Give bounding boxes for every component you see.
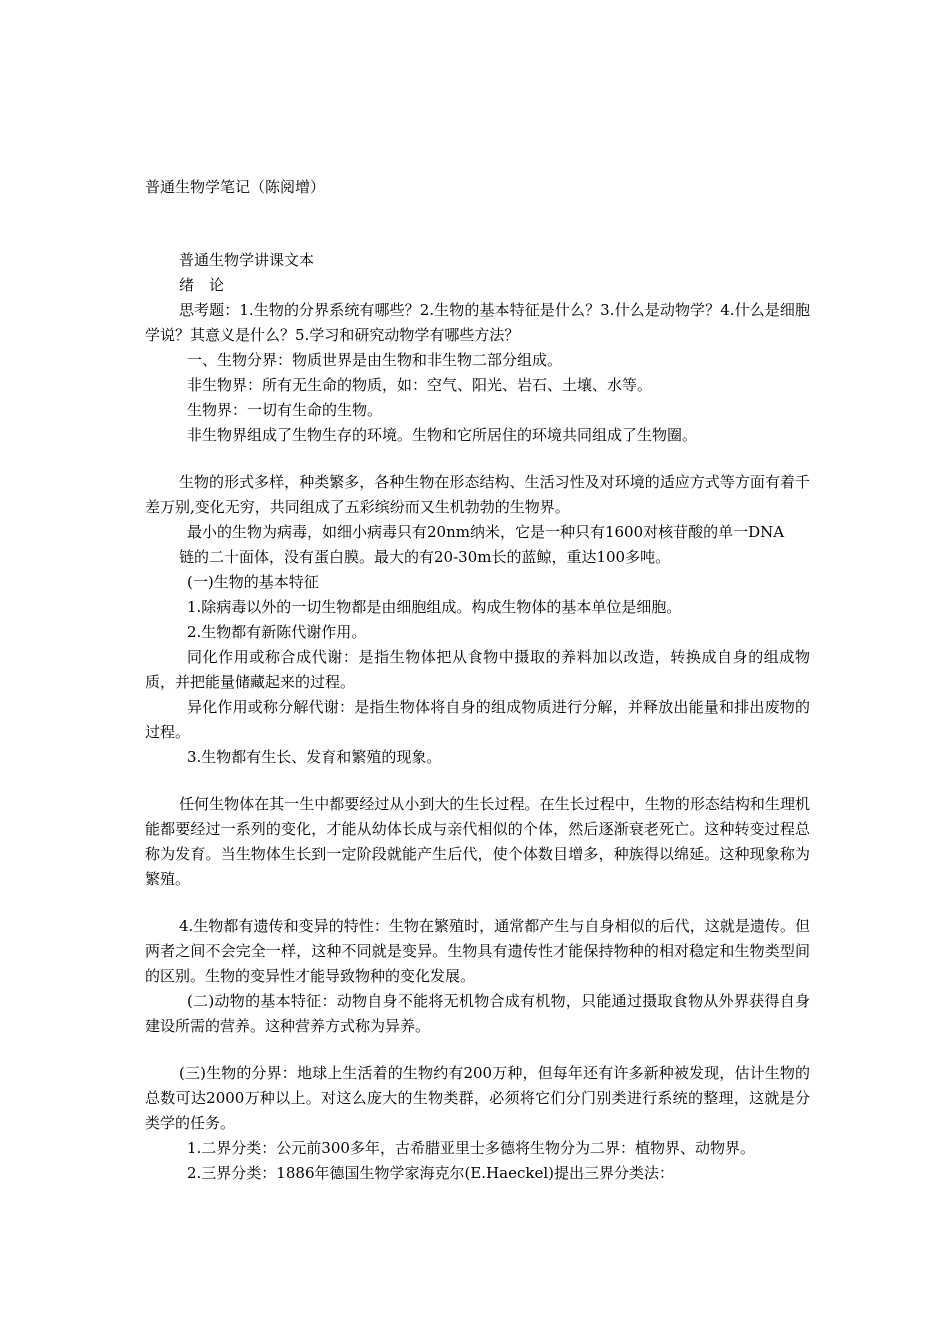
paragraph-classification: 一、生物分界：物质世界是由生物和非生物二部分组成。	[187, 351, 563, 369]
paragraph-kingdoms: (三)生物的分界：地球上生活着的生物约有200万种，但每年还有许多新种被发现，估计生物的总数可达2000万种以上。对这么庞大的生物类群，必须将它们分门别类进行系统的整理，这就是分类学的任务。	[145, 1064, 810, 1132]
paragraph-feature-metabolism: 2.生物都有新陈代谢作用。	[187, 623, 367, 641]
paragraph-heading-features: (一)生物的基本特征	[187, 573, 319, 591]
paragraph-gap	[145, 448, 810, 470]
paragraph-development: 任何生物体在其一生中都要经过从小到大的生长过程。在生长过程中，生物的形态结构和生理机能都要经过一系列的变化，才能从幼体长成与亲代相似的个体，然后逐渐衰老死亡。这种转变过程总称为发育。当生物体生长到一定阶段就能产生后代，使个体数目增多，种族得以绵延。这种现象称为繁殖。	[145, 795, 810, 888]
paragraph-whale: 链的二十面体，没有蛋白膜。最大的有20-30m长的蓝鲸，重达100多吨。	[179, 548, 671, 566]
paragraph-feature-cells: 1.除病毒以外的一切生物都是由细胞组成。构成生物体的基本单位是细胞。	[187, 598, 682, 616]
paragraph-two-kingdoms: 1.二界分类：公元前300多年，古希腊亚里士多德将生物分为二界：植物界、动物界。	[187, 1139, 755, 1157]
paragraph-feature-growth: 3.生物都有生长、发育和繁殖的现象。	[187, 748, 442, 766]
paragraph-biosphere: 非生物界组成了生物生存的环境。生物和它所居住的环境共同组成了生物圈。	[187, 426, 698, 444]
paragraph-animal-features: (二)动物的基本特征：动物自身不能将无机物合成有机物，只能通过摄取食物从外界获得自身建设所需的营养。这种营养方式称为异养。	[145, 992, 810, 1035]
paragraph-anabolism: 同化作用或称合成代谢：是指生物体把从食物中摄取的养料加以改造，转换成自身的组成物质，并把能量储藏起来的过程。	[145, 648, 810, 691]
paragraph-heading-introduction: 绪 论	[179, 276, 225, 294]
paragraph-subtitle: 普通生物学讲课文本	[179, 251, 315, 269]
paragraph-questions: 思考题：1.生物的分界系统有哪些？2.生物的基本特征是什么？3.什么是动物学？4.什么是细胞学说？其意义是什么？5.学习和研究动物学有哪些方法？	[145, 301, 810, 344]
document-title: 普通生物学笔记（陈阅增）	[145, 178, 326, 196]
paragraph-gap	[145, 770, 810, 792]
paragraph-gap	[145, 1039, 810, 1061]
paragraph-diversity: 生物的形式多样，种类繁多，各种生物在形态结构、生活习性及对环境的适应方式等方面有着千差万别,变化无穷，共同组成了五彩缤纷而又生机勃勃的生物界。	[145, 473, 810, 516]
paragraph-gap	[145, 892, 810, 914]
paragraph-catabolism: 异化作用或称分解代谢：是指生物体将自身的组成物质进行分解，并释放出能量和排出废物的过程。	[145, 698, 810, 741]
paragraph-three-kingdoms: 2.三界分类：1886年德国生物学家海克尔(E.Haeckel)提出三界分类法：	[187, 1164, 674, 1182]
paragraph-nonliving: 非生物界：所有无生命的物质，如：空气、阳光、岩石、土壤、水等。	[187, 376, 653, 394]
paragraph-heredity: 4.生物都有遗传和变异的特性：生物在繁殖时，通常都产生与自身相似的后代，这就是遗传。但两者之间不会完全一样，这种不同就是变异。生物具有遗传性才能保持物种的相对稳定和生物类型间的区别。生物的变异性才能导致物种的变化发展。	[145, 917, 810, 985]
document-body	[145, 248, 810, 1186]
paragraph-virus: 最小的生物为病毒，如细小病毒只有20nm纳米，它是一种只有1600对核苷酸的单一DNA	[187, 523, 785, 541]
paragraph-living: 生物界：一切有生命的生物。	[187, 401, 383, 419]
